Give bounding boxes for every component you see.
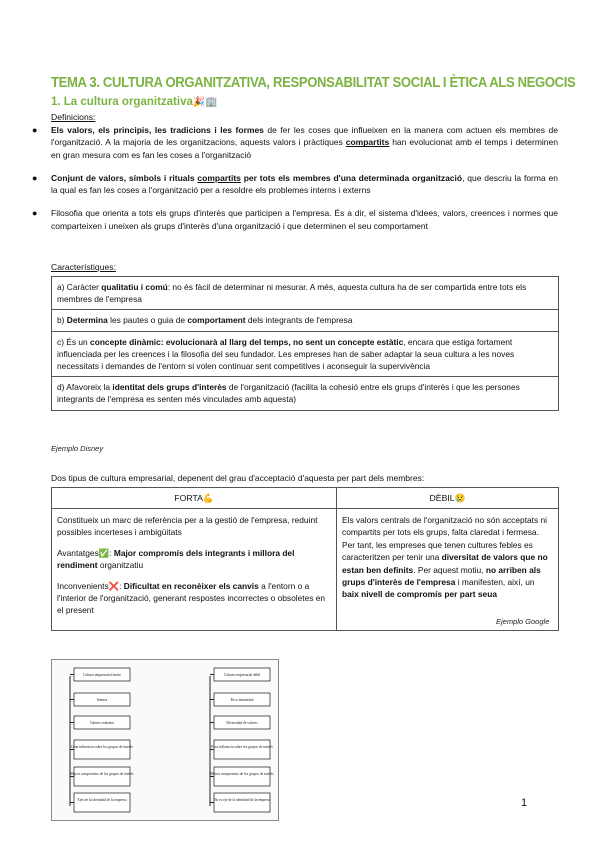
diagram-label: Ejes de la identidad de la empresa [77,798,127,802]
weak-column [337,509,558,630]
characteristics-heading: Característiques: [51,262,116,272]
bold-text: no arriben als grups d'interès de l'empresa [342,564,541,588]
party-building-icon: 🎉🏢 [192,97,218,108]
underlined-text: compartits [197,172,241,183]
bold-text: comportament [187,315,246,326]
text: i manifesten, així, un [455,577,535,588]
text: : no és fàcil de determinar ni mesurar. A més, aquesta cultura ha de ser compartida entre tots els membres de l'empresa [57,282,527,305]
text: . Per aquest motiu, [413,564,486,575]
text: c) És un [57,336,91,347]
section-heading [51,96,218,108]
underlined-text: compartits [345,137,390,148]
text: , que descriu la forma en la qual es fan les coses a l'organització per a resoldre els problemes interns i externs [51,172,558,196]
bold-text: Conjunt de valors, símbols i rituals [51,172,198,183]
diagram-label: Diversidad de valores [226,721,258,725]
text: b) [57,315,67,326]
strong-disadvantages [57,580,331,617]
bold-text: identitat dels grups d'interès [112,382,227,393]
diagram-label: Gran influencia sobre los grupos de interés [71,745,133,749]
text: de fer les coses que influeixen en la manera com actuen els membres de l'organització. A la majoria de les organitzacions, aquests valors i pràctiques [51,125,558,148]
diagram-box [74,740,130,759]
section-heading-text: 1. La cultura organitzativa [51,96,193,108]
table-row [52,310,558,331]
diagram-label: Intensa [96,698,108,702]
table-row [52,377,558,409]
strong-description: Constitueix un marc de referència per a la gestió de l'empresa, reduint possibles incerteses i ambigüitats [57,515,318,538]
bold-text: per tots els membres d'una determinada organització [240,172,463,183]
bold-text: Determina [66,315,108,326]
diagram-label: Cultura empresarial débil [223,673,261,677]
text: han evolucionat amb el temps i determinen en gran mesura com es fan les coses a l'organització [51,137,558,160]
diagram-label: Menor compromiso de los grupos de interés [210,772,274,776]
strong-column [52,509,337,630]
diagram-label: Poca influencia sobre los grupos de interés [211,745,273,749]
text: dels integrants de l'empresa [245,315,353,326]
diagram-box [214,740,270,759]
text: les pautes o guia de [107,315,188,326]
culture-comparison-diagram [51,659,279,821]
table-body [52,509,558,630]
text: , encara que estiga fortament influenciada per les creences i la filosofia del seu fundador. Les empreses han de saber adaptar la seua cultura a les noves necessitats i demandes de l'entorn si volen continuar sent competitives i aconseguir la supervivència [57,336,515,372]
table-row [52,277,558,310]
bold-text: qualitatiu i comú [101,282,168,292]
text: Filosofia que orienta a tots els grups d'interès que participen a l'empresa. És a dir, el sistema d'idees, valors, creences i normes que comparteixen i uneixen als grups d'interès d'una organització i que determinen el seu comportament [51,208,558,231]
diagram-box [74,767,130,786]
weak-header: DÈBIL😢 [429,493,466,503]
weak-description [342,514,553,601]
bold-text: diversitat de valors que no estan ben definits [342,552,548,575]
diagram-right-column [210,668,274,812]
list-item [30,207,558,232]
types-intro: Dos tipus de cultura empresarial, depenent del grau d'acceptació d'aquesta per part dels membres: [51,473,425,483]
diagram-label: Cultura empresarial fuerte [83,673,121,677]
caption-google: Ejemplo Google [496,617,550,626]
diagram-box [214,793,270,812]
diagram-box [214,767,270,786]
diagram-label: Poco intensidad [230,698,254,702]
text: a) Caràcter [57,282,102,292]
diagram-left-column [70,668,134,812]
page-number: 1 [521,797,528,809]
diagram-box [74,793,130,812]
table-header [52,488,558,509]
list-item [30,172,558,197]
text: organitzatiu [97,560,144,571]
text: de l'organització (facilita la cohesió entre els grups d'interès i que les persones integrants de l'empresa es senten més vinculades amb aquesta) [57,382,520,405]
strong-header: FORTA💪 [52,488,337,508]
bold-text: concepte dinàmic: evolucionarà al llarg del temps, no sent un concepte estàtic [90,336,404,347]
label: Inconvenients❌: [57,580,124,591]
definitions-heading: Definicions: [51,112,96,122]
bullet-icon: ● [32,208,38,219]
strong-advantages [57,547,331,572]
bold-text: Els valors, els principis, les tradicions i les formes [51,125,264,135]
page-title: TEMA 3. CULTURA ORGANITZATIVA, RESPONSABILITAT SOCIAL I ÈTICA ALS NEGOCIS [51,74,576,91]
table-row [52,332,558,378]
caption-disney: Ejemplo Disney [51,444,104,453]
text: d) Afavoreix la [57,382,113,393]
definitions-list [30,124,558,243]
diagram-label: No es eje de la identidad de la empresa [213,798,271,802]
text: a l'entorn o a l'interior de l'organització, generant respostes incorrectes o obsoletes en el present [57,580,326,616]
bullet-icon: ● [32,125,38,135]
culture-types-table [51,487,559,631]
bold-text: baix nivell de compromís per part seua [342,589,497,600]
bold-text: Dificultat en reconèixer els canvis [123,580,259,591]
list-item [30,124,558,161]
bullet-icon: ● [32,172,38,183]
bold-text: Major compromís dels integrants i millora del rendiment [57,547,295,571]
characteristics-table [51,276,559,411]
text: Els valors centrals de l'organització no són acceptats ni compartits per tots els grups, falta claredat i fermesa. Per tant, les empreses que tenen cultures febles es caracteritzen per tenir una [342,515,548,563]
diagram-label: Valores centrales [89,721,115,725]
label: Avantatges✅: [57,547,114,558]
diagram-label: Mayor compromiso de los grupos de interés [70,772,134,776]
